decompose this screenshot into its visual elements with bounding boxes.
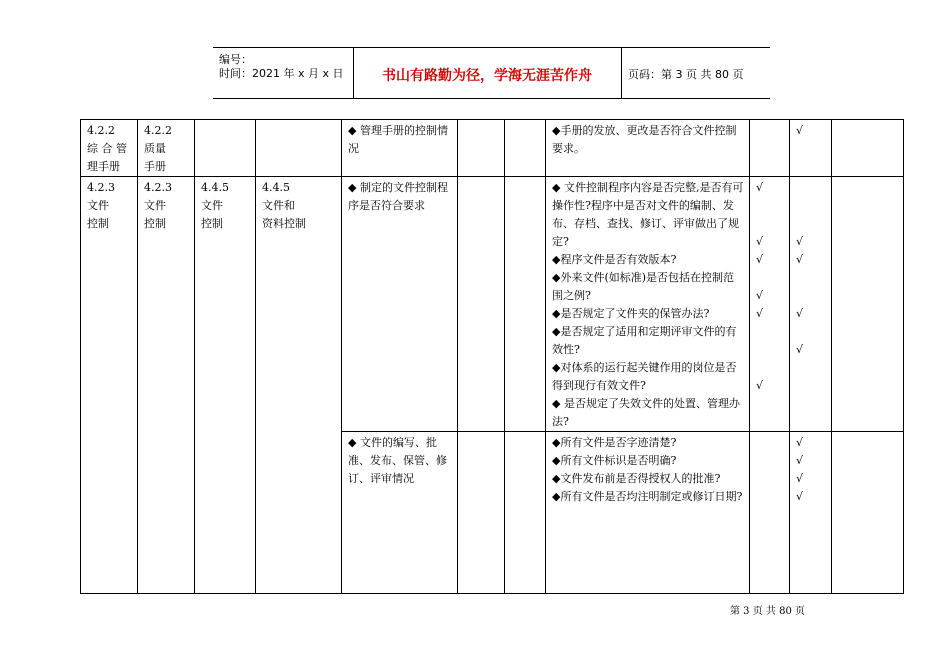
clause-line: 控制 [87, 217, 109, 230]
header-motto-cell [353, 48, 622, 98]
check-mark: √ [756, 181, 764, 194]
clause-line: 4.2.3 [144, 181, 172, 194]
check-item: ◆是否规定了适用和定期评审文件的有效性? [552, 325, 737, 356]
check-mark: √ [756, 289, 764, 302]
clause-line: 质量 [144, 142, 166, 155]
empty-cell [505, 120, 546, 177]
check-question: ◆ 管理手册的控制情况 [342, 120, 458, 177]
check-mark [756, 470, 785, 488]
check-item: ◆手册的发放、更改是否符合文件控制要求。 [552, 124, 737, 155]
page-header [213, 47, 770, 99]
clause-cell-1 [81, 120, 138, 177]
clause-line: 手册 [144, 160, 166, 173]
check-item: ◆所有文件是否均注明制定或修订日期? [552, 490, 743, 503]
check-mark-column-a [750, 120, 790, 177]
empty-cell [458, 432, 505, 594]
check-mark-column-b [790, 120, 832, 177]
check-mark [796, 287, 827, 305]
check-item: ◆所有文件是否字迹清楚? [552, 436, 677, 449]
check-mark: √ [756, 235, 764, 248]
clause-cell-4 [256, 120, 342, 177]
check-mark [756, 488, 785, 506]
clause-cell-4 [256, 177, 342, 594]
check-item: ◆外来文件(如标准)是否包括在控制范围之例? [552, 271, 735, 302]
header-meta-cell [213, 48, 354, 98]
check-mark: √ [796, 343, 804, 356]
check-mark: √ [796, 307, 804, 320]
check-item: ◆是否规定了文件夹的保管办法? [552, 307, 710, 320]
check-item: ◆ 文件控制程序内容是否完整,是否有可操作性?程序中是否对文件的编制、发布、存档、查找、修订、评审做出了规定? [552, 181, 744, 248]
check-mark: √ [796, 436, 804, 449]
check-mark-column-b [790, 432, 832, 594]
check-mark [796, 179, 827, 233]
clause-line: 文件 [87, 199, 109, 212]
check-mark-column-a [750, 177, 790, 432]
check-items-cell [546, 432, 750, 594]
check-mark: √ [796, 253, 804, 266]
check-mark [796, 377, 827, 413]
clause-line: 4.2.2 [144, 124, 172, 137]
header-page-cell [622, 48, 770, 98]
empty-cell [832, 120, 904, 177]
check-item: ◆ 是否规定了失效文件的处置、管理办法? [552, 397, 740, 428]
clause-cell-3 [195, 177, 256, 594]
clause-line: 4.2.3 [87, 181, 115, 194]
clause-cell-1 [81, 177, 138, 594]
empty-cell [505, 432, 546, 594]
check-mark [756, 341, 785, 377]
check-mark: √ [796, 490, 804, 503]
check-items-cell [546, 120, 750, 177]
header-page-number: 页码：第 3 页 共 80 页 [628, 68, 744, 81]
clause-line: 4.2.2 [87, 124, 115, 137]
check-item: ◆对体系的运行起关键作用的岗位是否得到现行有效文件? [552, 361, 737, 392]
table-row [81, 120, 904, 177]
check-mark: √ [796, 454, 804, 467]
clause-cell-2 [138, 120, 195, 177]
clause-line: 文件 [201, 199, 223, 212]
clause-cell-3 [195, 120, 256, 177]
clause-line: 控制 [144, 217, 166, 230]
clause-line: 综 合 管 [87, 142, 127, 155]
check-mark [756, 122, 785, 158]
clause-line: 理手册 [87, 160, 120, 173]
check-mark [756, 434, 785, 452]
clause-line: 资料控制 [262, 217, 306, 230]
check-mark: √ [796, 124, 804, 137]
header-motto: 书山有路勤为径，学海无涯苦作舟 [382, 68, 592, 84]
check-mark-column-b [790, 177, 832, 432]
document-time-label: 时间：2021 年 x 月 x 日 [219, 67, 344, 80]
check-mark: √ [796, 235, 804, 248]
table-row [81, 177, 904, 432]
empty-cell [832, 432, 904, 594]
clause-cell-2 [138, 177, 195, 594]
clause-line: 文件和 [262, 199, 295, 212]
empty-cell [505, 177, 546, 432]
clause-line: 控制 [201, 217, 223, 230]
check-items-cell [546, 177, 750, 432]
check-item: ◆程序文件是否有效版本? [552, 253, 677, 266]
check-item: ◆所有文件标识是否明确? [552, 454, 677, 467]
check-item: ◆文件发布前是否得授权人的批准? [552, 472, 721, 485]
empty-cell [458, 177, 505, 432]
check-mark-column-a [750, 432, 790, 594]
audit-checklist-table [80, 119, 904, 594]
check-mark: √ [796, 472, 804, 485]
clause-line: 4.4.5 [201, 181, 229, 194]
check-question: ◆ 文件的编写、批准、发布、保管、修订、评审情况 [342, 432, 458, 594]
page-footer: 第 3 页 共 80 页 [730, 606, 805, 617]
empty-cell [458, 120, 505, 177]
check-mark: √ [756, 253, 764, 266]
clause-line: 文件 [144, 199, 166, 212]
check-mark: √ [756, 379, 764, 392]
check-question: ◆ 制定的文件控制程序是否符合要求 [342, 177, 458, 432]
empty-cell [832, 177, 904, 432]
document-number-label: 编号： [219, 53, 252, 66]
check-mark [756, 452, 785, 470]
clause-line: 4.4.5 [262, 181, 290, 194]
check-mark: √ [756, 307, 764, 320]
